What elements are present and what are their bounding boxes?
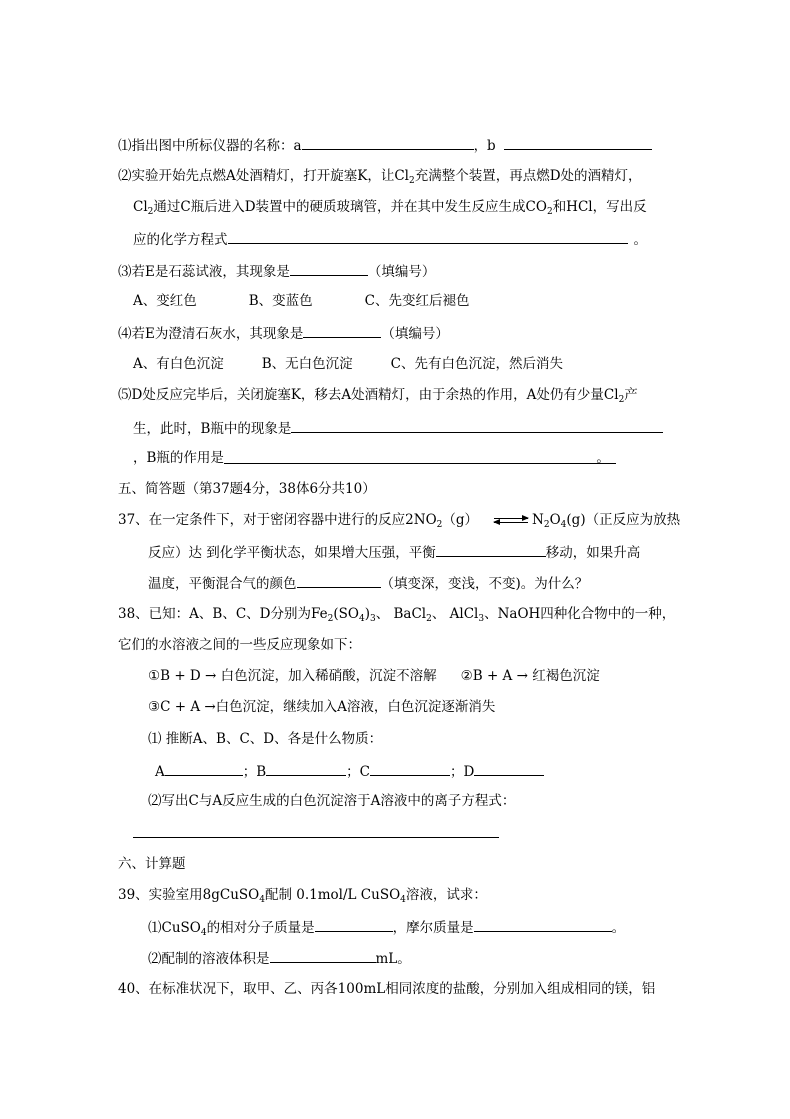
question-3 xyxy=(118,260,435,282)
q3-tail: （填编号） xyxy=(367,264,436,280)
q39-period: 。 xyxy=(611,920,626,936)
q39-text-1a: 39、实验室用8gCuSO xyxy=(118,887,260,903)
q38-text-1f: 、NaOH四种化合物中的一种， xyxy=(484,606,676,622)
q40-text: 40、在标准状况下，取甲、乙、丙各100mL相同浓度的盐酸，分别加入组成相同的镁，铝 xyxy=(118,981,656,997)
q38-reaction-2: ③C + A →白色沉淀，继续加入A溶液，白色沉淀逐渐消失 xyxy=(148,699,496,715)
subscript: 3 xyxy=(369,614,376,624)
question-4-options xyxy=(133,354,563,374)
q4-tail: （填编号） xyxy=(381,326,449,342)
question-5-line-2 xyxy=(133,417,663,439)
q38-text-1c: ) xyxy=(364,606,370,622)
q37-text-3a: 温度，平衡混合气的颜色 xyxy=(148,576,297,592)
q39-text-1b: 配制 0.1mol/L CuSO xyxy=(264,887,401,903)
question-37-line-1 xyxy=(118,510,680,530)
subscript: 4 xyxy=(560,520,567,530)
section-5-title: 五、简答题（第37题4分，38体6分共10） xyxy=(118,481,376,497)
q1-text: ⑴指出图中所标仪器的名称：a xyxy=(118,138,302,154)
q3-option-b: B、变蓝色 xyxy=(248,293,313,309)
label-a: A xyxy=(155,764,165,780)
molar-mass-blank[interactable] xyxy=(474,916,612,932)
q37-text-2a: 反应）达 到化学平衡状态，如果增大压强，平衡 xyxy=(148,545,436,561)
q37-text-1a: 37、在一定条件下，对于密闭容器中进行的反应2NO xyxy=(118,512,437,528)
subscript: 4 xyxy=(259,895,265,905)
equation-blank[interactable] xyxy=(228,228,628,244)
q3-text: ⑶若E是石蕊试液，其现象是 xyxy=(118,264,290,280)
q2-text-2a: Cl xyxy=(133,199,148,215)
label-c: ；C xyxy=(346,764,371,780)
label-b: ；B xyxy=(242,764,267,780)
q38-text-1e: 、 AlCl xyxy=(431,606,479,622)
section-6-heading xyxy=(118,854,186,874)
q2-text-1b: 充满整个装置，再点燃D处的酒精灯， xyxy=(414,168,642,184)
question-38-part-1 xyxy=(148,729,382,749)
subscript: 2 xyxy=(436,520,443,530)
q5-text-1: ⑸D处反应完毕后，关闭旋塞K，移去A处酒精灯，由于余热的作用，A处仍有少量Cl xyxy=(118,387,619,403)
question-38-reaction-1 xyxy=(148,666,600,686)
question-38-part-2 xyxy=(148,791,515,811)
question-2-line-2 xyxy=(133,197,647,217)
question-1 xyxy=(118,134,652,156)
q5-period: 。 xyxy=(596,450,610,466)
subscript: 2 xyxy=(408,176,415,186)
q2-text-3: 应的化学方程式 xyxy=(133,232,228,248)
question-5-line-3 xyxy=(133,448,616,468)
subscript: 3 xyxy=(478,614,485,624)
question-37-line-3 xyxy=(148,572,588,594)
q2-period: 。 xyxy=(633,232,647,248)
q37-text-3b: （填变深，变浅，不变)。为什么？ xyxy=(380,576,589,592)
q39-part-2a: ⑵配制的溶液体积是 xyxy=(148,951,270,967)
q38-text-1d: 、 BaCl xyxy=(375,606,427,622)
q3-option-a: A、变红色 xyxy=(133,293,197,309)
subscript: 2 xyxy=(543,520,550,530)
subscript: 2 xyxy=(426,614,432,624)
q39-text-1c: 溶液，试求： xyxy=(405,887,487,903)
q38-part-1-text: ⑴ 推断A、B、C、D、各是什么物质： xyxy=(148,731,383,747)
question-3-options xyxy=(133,291,470,311)
answer-blank-a[interactable] xyxy=(165,760,243,776)
q37-text-1d: O xyxy=(549,512,561,528)
q37-text-2b: 移动，如果升高 xyxy=(545,545,641,561)
question-37-line-2 xyxy=(148,541,640,563)
answer-blank-b[interactable] xyxy=(504,134,652,150)
q38-text-1b: (SO xyxy=(333,606,359,622)
q2-text-1: ⑵实验开始先点燃A处酒精灯，打开旋塞K，让Cl xyxy=(118,168,409,184)
q38-text-1a: 38、已知：A、B、C、D分别为Fe xyxy=(118,606,328,622)
q2-text-2b: 通过C瓶后进入D装置中的硬质玻璃管，并在其中发生反应生成CO xyxy=(153,199,547,215)
question-40 xyxy=(118,979,655,999)
question-4 xyxy=(118,322,449,344)
question-39-part-1 xyxy=(148,916,625,938)
question-38-reaction-2 xyxy=(148,697,495,717)
question-38-line-2 xyxy=(118,635,361,655)
answer-blank-d[interactable] xyxy=(474,760,544,776)
question-38-answers xyxy=(155,760,544,782)
question-38-line-1 xyxy=(118,604,675,624)
volume-blank[interactable] xyxy=(270,947,376,963)
equilibrium-arrow-icon xyxy=(494,517,528,525)
q1-sep: ，b xyxy=(473,138,496,154)
q38-part-2-text: ⑵写出C与A反应生成的白色沉淀溶于A溶液中的离子方程式： xyxy=(148,793,516,809)
q37-text-1b: （g） xyxy=(442,512,479,528)
q37-text-1e: (g)（正反应为放热 xyxy=(566,512,681,528)
q5-phenomenon-blank[interactable] xyxy=(291,417,663,433)
label-d: ；D xyxy=(450,764,475,780)
q5-text-2: 生，此时，B瓶中的现象是 xyxy=(133,421,292,437)
subscript: 2 xyxy=(618,395,625,405)
subscript: 4 xyxy=(400,895,406,905)
question-39-part-2 xyxy=(148,947,411,969)
q3-option-c: C、先变红后褪色 xyxy=(364,293,470,309)
answer-blank-a[interactable] xyxy=(302,134,474,150)
q37-color-blank[interactable] xyxy=(297,572,381,588)
subscript: 4 xyxy=(200,928,207,938)
section-6-title: 六、计算题 xyxy=(118,856,186,872)
q4-blank[interactable] xyxy=(303,322,381,338)
question-2-line-1 xyxy=(118,166,642,186)
q5-text-1b: 产 xyxy=(624,387,638,403)
q2-text-2c: 和HCl，写出反 xyxy=(552,199,647,215)
q38-text-2: 它们的水溶液之间的一些反应现象如下： xyxy=(118,637,361,653)
q39-part-1c: ，摩尔质量是 xyxy=(392,920,474,936)
question-39-line-1 xyxy=(118,885,487,905)
q5-text-3: ，B瓶的作用是 xyxy=(133,450,224,466)
q39-part-1a: ⑴CuSO xyxy=(148,920,201,936)
ionic-equation-blank[interactable] xyxy=(133,837,499,838)
answer-blank-c[interactable] xyxy=(370,760,450,776)
q39-part-1b: 的相对分子质量是 xyxy=(206,920,315,936)
question-2-line-3 xyxy=(133,228,647,250)
q38-reaction-1a: ①B + D → 白色沉淀，加入稀硝酸，沉淀不溶解 xyxy=(148,668,437,684)
answer-blank-b[interactable] xyxy=(266,760,346,776)
q39-part-2b: mL。 xyxy=(375,951,411,967)
relative-mass-blank[interactable] xyxy=(315,916,393,932)
q37-shift-blank[interactable] xyxy=(436,541,546,557)
subscript: 2 xyxy=(327,614,334,624)
q37-text-1c: N xyxy=(532,512,544,528)
section-5-heading xyxy=(118,479,376,499)
q5-role-blank[interactable] xyxy=(224,448,616,464)
q4-option-a: A、有白色沉淀 xyxy=(133,356,224,372)
subscript: 2 xyxy=(147,207,154,217)
subscript: 4 xyxy=(358,614,365,624)
q4-option-c: C、先有白色沉淀，然后消失 xyxy=(390,356,564,372)
q3-blank[interactable] xyxy=(290,260,368,276)
question-5-line-1 xyxy=(118,385,638,405)
q38-reaction-1b: ②B + A → 红褐色沉淀 xyxy=(460,668,600,684)
q4-text: ⑷若E为澄清石灰水，其现象是 xyxy=(118,326,304,342)
subscript: 2 xyxy=(546,207,553,217)
q4-option-b: B、无白色沉淀 xyxy=(261,356,353,372)
